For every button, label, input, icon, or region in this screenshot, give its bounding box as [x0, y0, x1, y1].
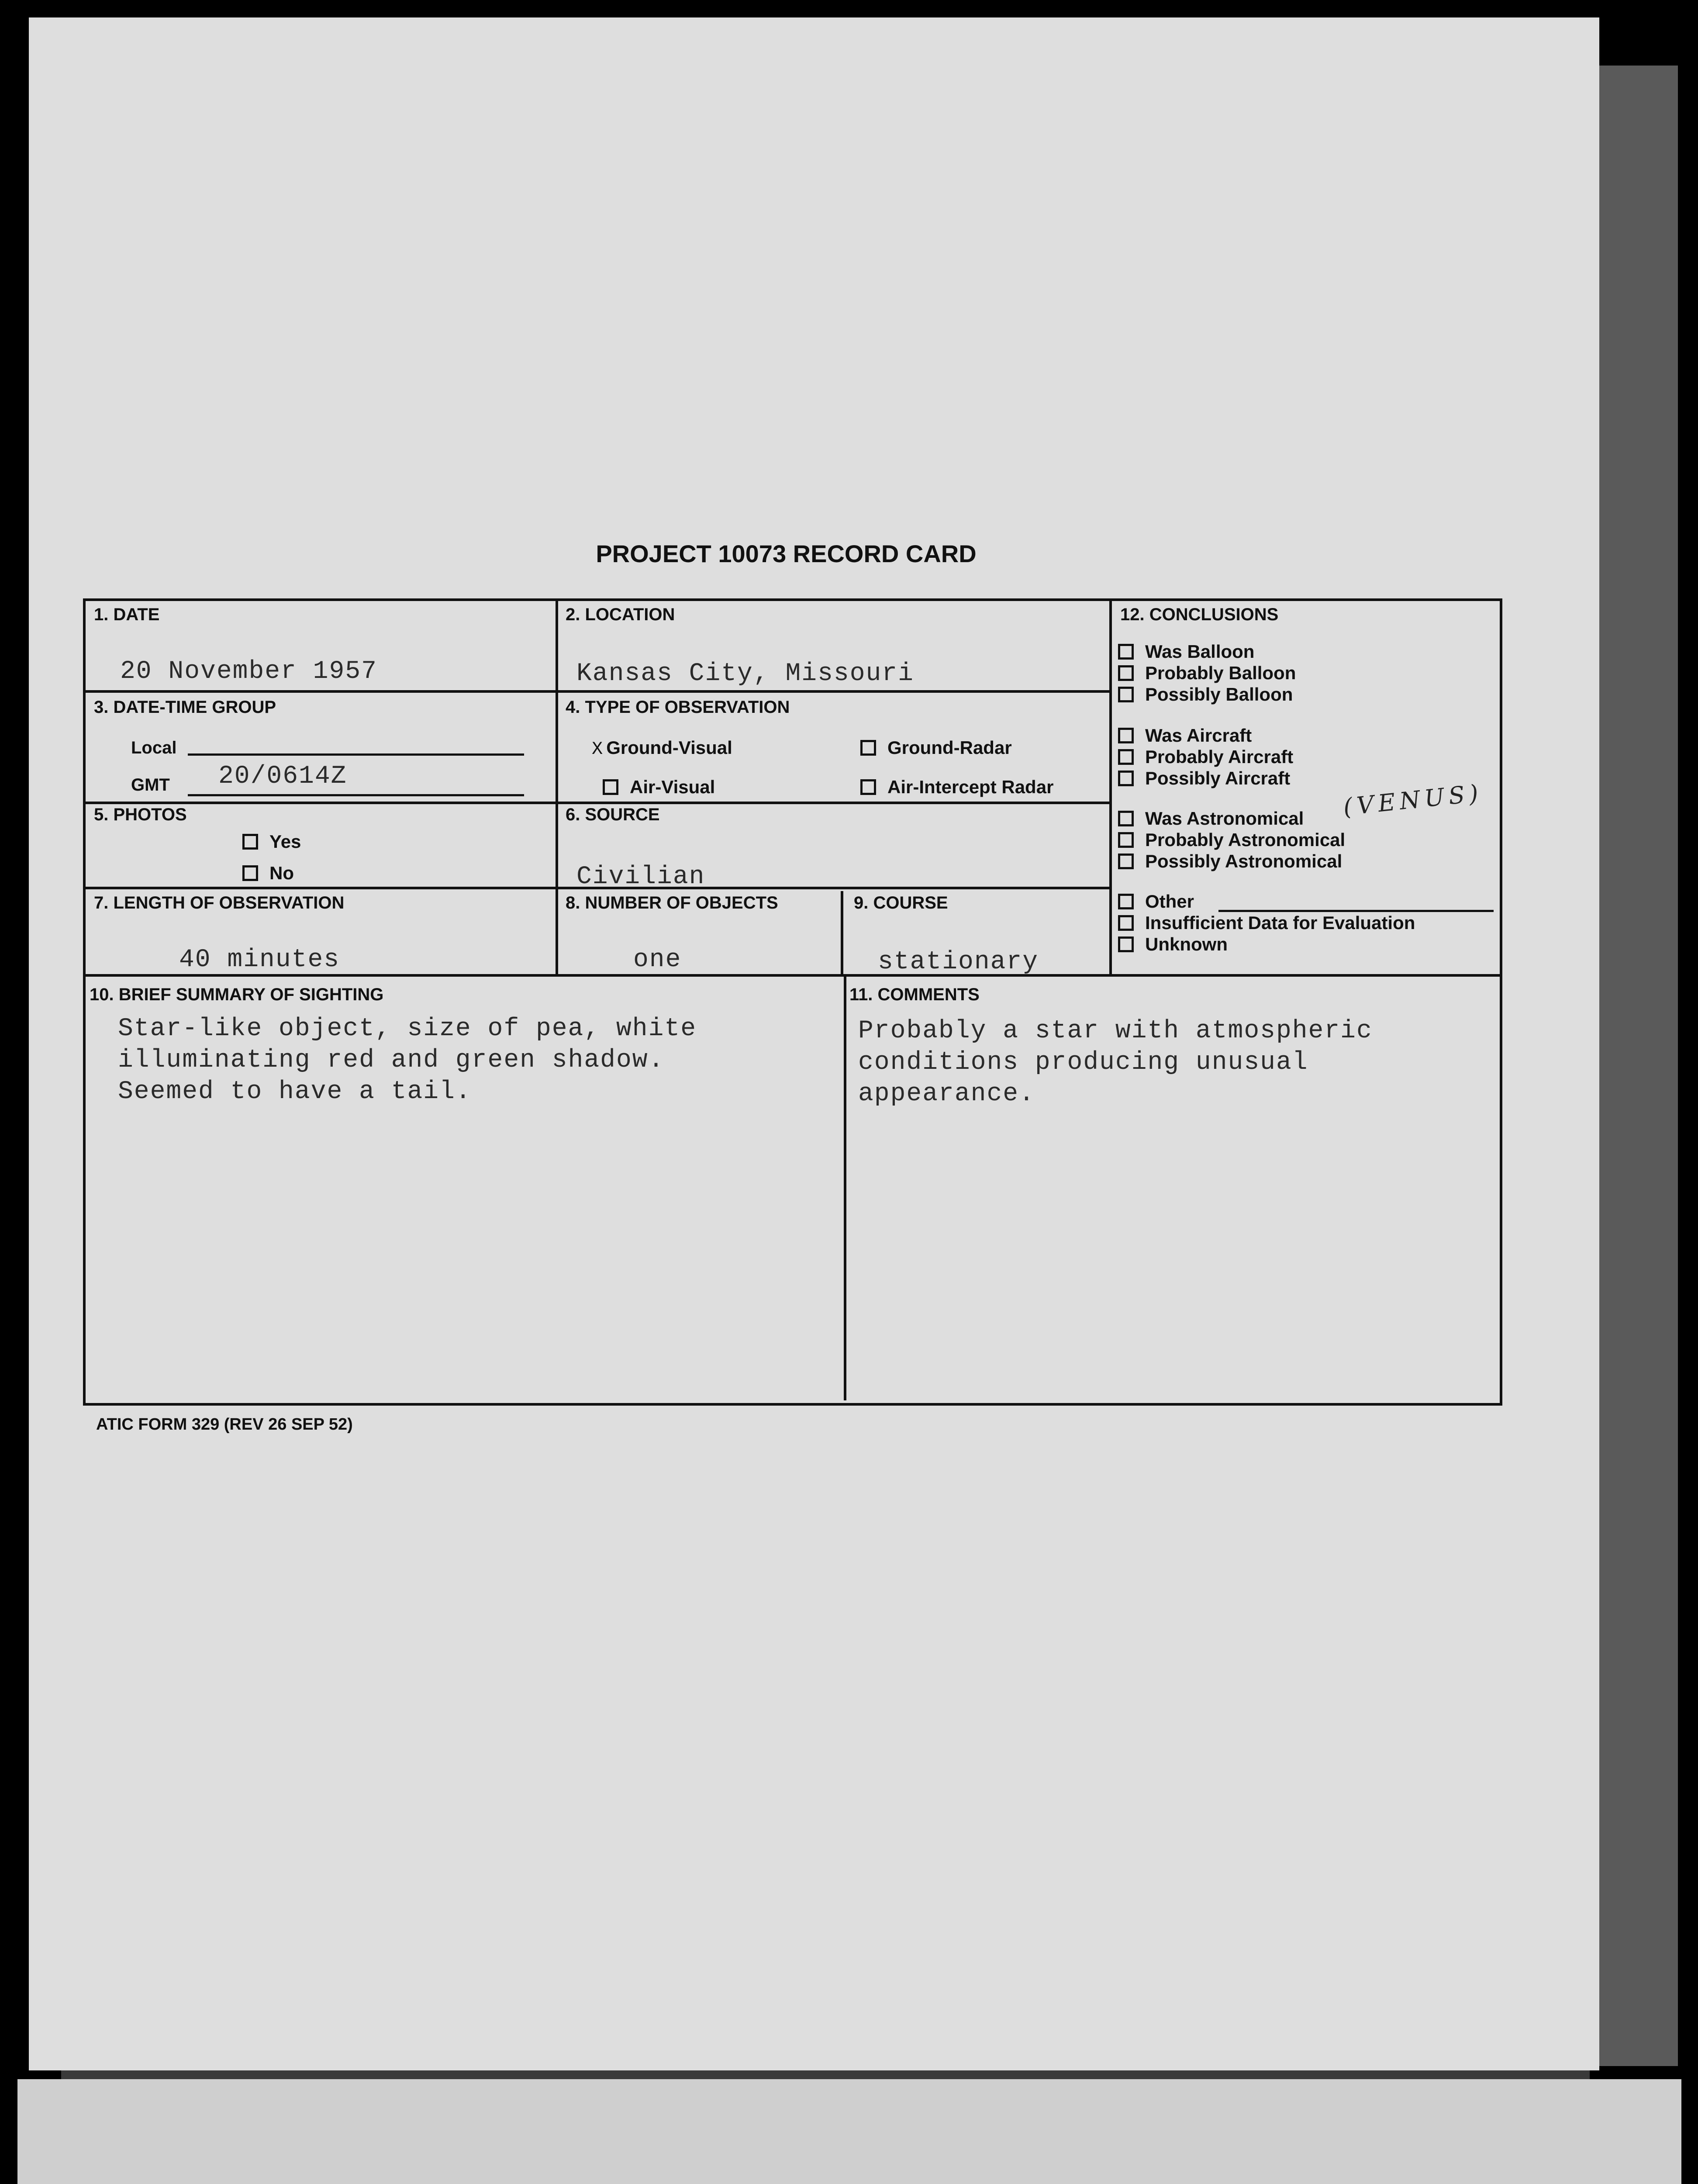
checkbox-icon: [1118, 894, 1134, 909]
page-shadow: [1599, 66, 1678, 2066]
conclusion-insufficient-data: Insufficient Data for Evaluation: [1118, 912, 1415, 933]
checkbox-icon: [1118, 728, 1134, 743]
air-visual-option: Air-Visual: [603, 777, 715, 798]
summary-text: [118, 1013, 697, 1108]
ground-radar-option: Ground-Radar: [860, 737, 1012, 758]
summary-line: Seemed to have a tail.: [118, 1078, 472, 1106]
conclusion-possibly-balloon: Possibly Balloon: [1118, 684, 1293, 705]
checkbox-icon: [242, 834, 258, 850]
checkbox-icon: [1118, 644, 1134, 660]
checkbox-checked-icon: [1118, 811, 1134, 826]
course-label: 9. COURSE: [854, 893, 948, 912]
objects-value: one: [633, 946, 682, 974]
comments-line: Probably a star with atmospheric: [858, 1017, 1373, 1045]
checkbox-icon: [1118, 749, 1134, 765]
date-label: 1. DATE: [94, 605, 160, 624]
conclusion-unknown: Unknown: [1118, 934, 1228, 955]
air-intercept-radar-option: Air-Intercept Radar: [860, 777, 1053, 798]
conclusion-was-astronomical: Was Astronomical: [1118, 808, 1304, 829]
ground-visual-x-mark: X: [592, 739, 603, 760]
card-title: PROJECT 10073 RECORD CARD: [596, 540, 977, 567]
local-label: Local: [131, 738, 177, 757]
objects-label: 8. NUMBER OF OBJECTS: [566, 893, 778, 912]
length-value: 40 minutes: [179, 946, 340, 974]
comments-line: conditions producing unusual: [858, 1048, 1308, 1077]
gmt-label: GMT: [131, 775, 170, 795]
observation-type-label: 4. TYPE OF OBSERVATION: [566, 698, 790, 717]
form-identifier: ATIC FORM 329 (REV 26 SEP 52): [96, 1415, 353, 1434]
location-label: 2. LOCATION: [566, 605, 675, 624]
conclusion-possibly-astronomical: Possibly Astronomical: [1118, 851, 1342, 872]
summary-line: Star-like object, size of pea, white: [118, 1015, 697, 1043]
checkbox-icon: [1118, 771, 1134, 786]
grid-divider: [841, 891, 843, 974]
checkbox-icon: [860, 740, 876, 756]
photos-yes-option: Yes: [242, 831, 301, 852]
ground-visual-option: X Ground-Visual: [592, 737, 732, 760]
checkbox-icon: [1118, 687, 1134, 702]
dtg-label: 3. DATE-TIME GROUP: [94, 698, 276, 717]
date-value: 20 November 1957: [120, 657, 377, 686]
conclusion-was-balloon: Was Balloon: [1118, 641, 1254, 662]
grid-divider: [1109, 598, 1112, 974]
source-value: Civilian: [576, 863, 705, 891]
checkbox-icon: [1118, 936, 1134, 952]
conclusion-possibly-aircraft: Possibly Aircraft: [1118, 768, 1290, 789]
checkbox-icon: [1118, 665, 1134, 681]
conclusion-was-aircraft: Was Aircraft: [1118, 725, 1252, 746]
checkbox-icon: [1118, 854, 1134, 869]
grid-divider: [556, 598, 558, 974]
comments-line: appearance.: [858, 1080, 1035, 1108]
checkbox-icon: [603, 779, 618, 795]
gmt-underline: [188, 794, 524, 796]
length-label: 7. LENGTH OF OBSERVATION: [94, 893, 345, 912]
photos-no-option: No: [242, 863, 294, 884]
summary-line: illuminating red and green shadow.: [118, 1046, 665, 1075]
course-value: stationary: [878, 948, 1039, 976]
checkbox-icon: [860, 779, 876, 795]
other-underline: [1218, 910, 1494, 912]
comments-text: [858, 1016, 1373, 1110]
source-label: 6. SOURCE: [566, 805, 660, 824]
grid-divider: [844, 974, 846, 1400]
grid-divider: [83, 974, 1500, 977]
gmt-value: 20/0614Z: [218, 762, 347, 791]
location-value: Kansas City, Missouri: [576, 660, 914, 688]
comments-label: 11. COMMENTS: [849, 985, 980, 1004]
conclusions-label: 12. CONCLUSIONS: [1120, 605, 1279, 624]
handwritten-venus-note: (VENUS): [1342, 779, 1484, 821]
local-underline: [188, 753, 524, 756]
conclusion-probably-balloon: Probably Balloon: [1118, 663, 1296, 684]
grid-divider: [83, 690, 1112, 693]
conclusion-other: Other: [1118, 891, 1194, 912]
conclusion-probably-astronomical: Probably Astronomical: [1118, 829, 1345, 850]
checkbox-checked-icon: [242, 865, 258, 881]
checkbox-icon: [1118, 832, 1134, 848]
backing-sheet: [17, 2079, 1681, 2184]
grid-divider: [83, 802, 1112, 804]
conclusion-probably-aircraft: Probably Aircraft: [1118, 746, 1293, 767]
summary-label: 10. BRIEF SUMMARY OF SIGHTING: [90, 985, 384, 1004]
checkbox-icon: [1118, 915, 1134, 931]
photos-label: 5. PHOTOS: [94, 805, 187, 824]
